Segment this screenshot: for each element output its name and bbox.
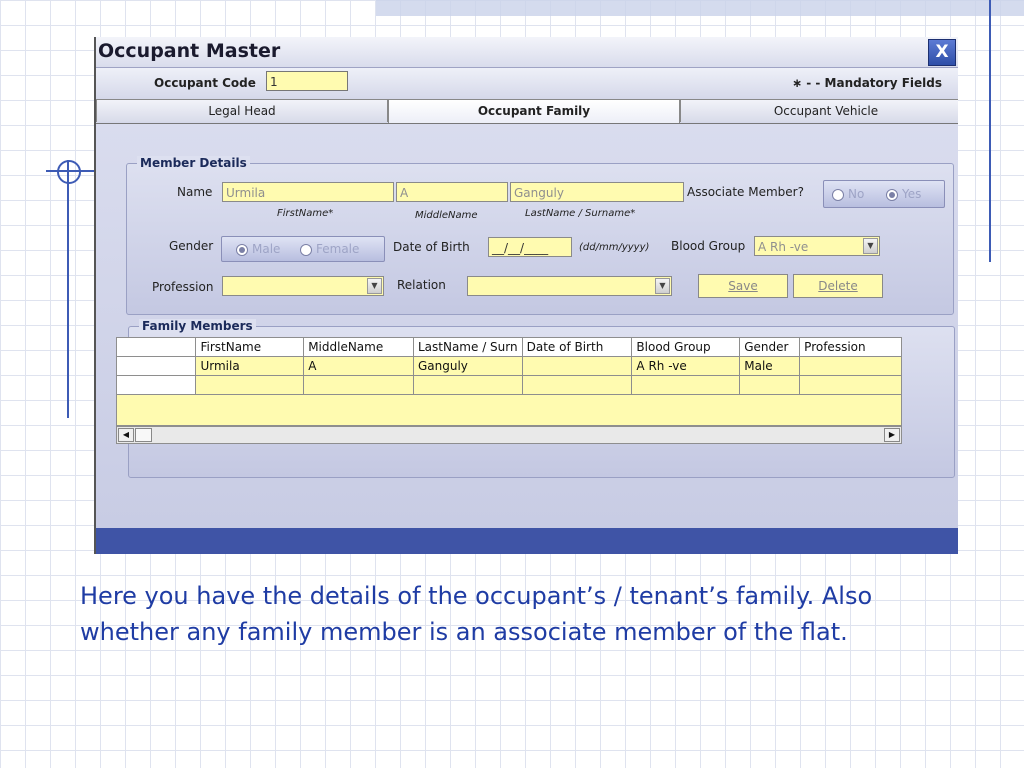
family-members-legend: Family Members: [139, 319, 256, 333]
dob-label: Date of Birth: [393, 240, 470, 254]
last-name-field[interactable]: Ganguly: [510, 182, 684, 202]
column-header[interactable]: Blood Group: [632, 338, 740, 357]
gender-male-option[interactable]: Male: [236, 242, 280, 256]
name-label: Name: [177, 185, 213, 199]
column-header[interactable]: FirstName: [196, 338, 304, 357]
table-cell[interactable]: [304, 376, 414, 395]
family-members-table: [116, 337, 902, 395]
table-cell[interactable]: [522, 376, 632, 395]
decorative-line: [67, 160, 69, 418]
associate-member-radio-group: [823, 180, 945, 208]
dob-field[interactable]: __/__/____: [488, 237, 572, 257]
scroll-left-icon[interactable]: ◀: [118, 428, 134, 442]
occupant-code-input[interactable]: 1: [266, 71, 348, 91]
profession-label: Profession: [152, 280, 214, 294]
table-cell[interactable]: [632, 376, 740, 395]
window-title: Occupant Master: [98, 40, 281, 62]
table-cell[interactable]: Urmila: [196, 357, 304, 376]
radio-on-icon: [236, 244, 248, 256]
row-header-corner: [117, 338, 196, 357]
horizontal-scrollbar[interactable]: [116, 426, 902, 444]
chevron-down-icon[interactable]: ▼: [863, 238, 878, 254]
relation-select[interactable]: [467, 276, 672, 296]
first-name-hint: FirstName*: [277, 208, 334, 219]
status-bar: [96, 528, 958, 554]
radio-off-icon: [300, 244, 312, 256]
relation-label: Relation: [397, 278, 446, 292]
associate-member-label: Associate Member?: [687, 185, 804, 199]
close-button[interactable]: X: [928, 39, 956, 66]
table-cell[interactable]: [196, 376, 304, 395]
table-cell[interactable]: A Rh -ve: [632, 357, 740, 376]
table-header-row: [117, 338, 902, 357]
column-header[interactable]: Profession: [800, 338, 902, 357]
decorative-circle: [57, 160, 81, 184]
row-header[interactable]: [117, 357, 196, 376]
table-cell[interactable]: Male: [740, 357, 800, 376]
table-cell[interactable]: [522, 357, 632, 376]
table-empty-area: [116, 394, 902, 426]
scroll-thumb[interactable]: [135, 428, 152, 442]
column-header[interactable]: Date of Birth: [522, 338, 632, 357]
row-header[interactable]: [117, 376, 196, 395]
middle-name-hint: MiddleName: [415, 210, 478, 221]
tab-occupant-vehicle[interactable]: Occupant Vehicle: [680, 99, 958, 122]
delete-button[interactable]: Delete: [793, 274, 883, 298]
table-cell[interactable]: [800, 357, 902, 376]
gender-radio-group: [221, 236, 385, 262]
title-bar: [96, 37, 958, 68]
first-name-field[interactable]: Urmila: [222, 182, 394, 202]
blood-group-select[interactable]: A Rh -ve ▼: [754, 236, 880, 256]
occupant-code-label: Occupant Code: [154, 76, 256, 90]
table-cell[interactable]: Ganguly: [413, 357, 522, 376]
occupant-code-bar: [96, 68, 958, 98]
chevron-down-icon[interactable]: ▼: [655, 278, 670, 294]
tab-strip: [96, 99, 958, 123]
mandatory-fields-note: ∗ - - Mandatory Fields: [791, 76, 942, 90]
dob-format-hint: (dd/mm/yyyy): [579, 242, 650, 253]
tab-occupant-family[interactable]: Occupant Family: [388, 99, 680, 124]
column-header[interactable]: Gender: [740, 338, 800, 357]
member-details-legend: Member Details: [137, 156, 250, 170]
profession-select[interactable]: [222, 276, 384, 296]
table-row[interactable]: [117, 357, 902, 376]
save-button[interactable]: Save: [698, 274, 788, 298]
gender-label: Gender: [169, 239, 214, 253]
column-header[interactable]: LastName / Surn: [413, 338, 522, 357]
blood-group-label: Blood Group: [671, 239, 746, 253]
tab-legal-head[interactable]: Legal Head: [96, 99, 388, 122]
column-header[interactable]: MiddleName: [304, 338, 414, 357]
table-cell[interactable]: [740, 376, 800, 395]
radio-off-icon: [832, 189, 844, 201]
middle-name-field[interactable]: A: [396, 182, 508, 202]
last-name-hint: LastName / Surname*: [525, 208, 636, 219]
table-cell[interactable]: [800, 376, 902, 395]
table-cell[interactable]: [413, 376, 522, 395]
associate-no-option[interactable]: No: [832, 187, 864, 201]
slide-caption: Here you have the details of the occupant’s / tenant’s family. Also whether any family member is an associate member of the flat.: [80, 582, 873, 646]
occupant-master-window: [94, 37, 958, 554]
table-row[interactable]: [117, 376, 902, 395]
decorative-line: [989, 0, 991, 262]
associate-yes-option[interactable]: Yes: [886, 187, 921, 201]
table-cell[interactable]: A: [304, 357, 414, 376]
chevron-down-icon[interactable]: ▼: [367, 278, 382, 294]
member-details-group: [126, 156, 954, 315]
tab-content: [96, 123, 958, 529]
decorative-band: [376, 0, 1024, 16]
gender-female-option[interactable]: Female: [300, 242, 359, 256]
radio-on-icon: [886, 189, 898, 201]
scroll-right-icon[interactable]: ▶: [884, 428, 900, 442]
